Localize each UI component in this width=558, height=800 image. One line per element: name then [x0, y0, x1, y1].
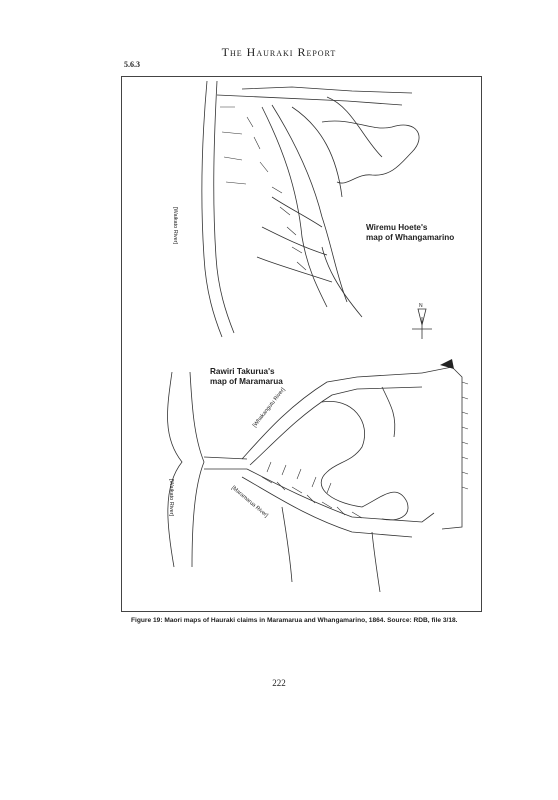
- top-channel-3: [292, 107, 342, 197]
- top-ridge-2: [262, 227, 327, 255]
- bm-waikato-right: [190, 372, 204, 567]
- label-whakangutu-river: [Whakangutu River]: [252, 386, 287, 429]
- label-maramarua-river: [Maramarua River]: [230, 485, 269, 519]
- top-channel-2: [272, 105, 347, 302]
- top-map-title: Wiremu Hoete's map of Whangamarino: [366, 223, 455, 242]
- figure-frame: [121, 76, 482, 612]
- north-arrow: [412, 309, 432, 339]
- label-waikato-bottom: [Waikato River]: [168, 479, 174, 517]
- sketch-maps: [122, 77, 483, 613]
- waikato-river-bank-right: [214, 81, 234, 333]
- top-river-main: [217, 95, 402, 105]
- top-lake-outline: [322, 121, 419, 183]
- top-ridge-1: [272, 197, 322, 227]
- top-ridge-3: [257, 257, 332, 282]
- section-number: 5.6.3: [124, 60, 140, 69]
- label-waikato-top: [Waikato River]: [172, 207, 178, 245]
- bm-channel-junction: [204, 457, 247, 469]
- figure-caption: Figure 19: Maori maps of Hauraki claims in Maramarua and Whangamarino, 1864. Source: RDB, file 3/18.: [131, 617, 458, 624]
- bm-mid-stream: [382, 387, 395, 437]
- bm-south-stream-1: [282, 507, 292, 582]
- bottom-map-title: Rawiri Takurua's map of Maramarua: [210, 367, 283, 386]
- bm-waikato-left: [168, 372, 182, 567]
- bm-east-boundary: [422, 367, 462, 529]
- top-south-branch: [322, 247, 362, 317]
- page-number: 222: [272, 678, 286, 688]
- bm-lake-outline: [321, 401, 408, 519]
- bm-south-stream-2: [372, 532, 380, 592]
- bm-corner-mark: [440, 359, 454, 369]
- north-label: N: [419, 303, 423, 309]
- top-river-bank: [242, 87, 412, 93]
- running-title: The Hauraki Report: [221, 45, 337, 59]
- waikato-river-bank-left: [202, 81, 222, 337]
